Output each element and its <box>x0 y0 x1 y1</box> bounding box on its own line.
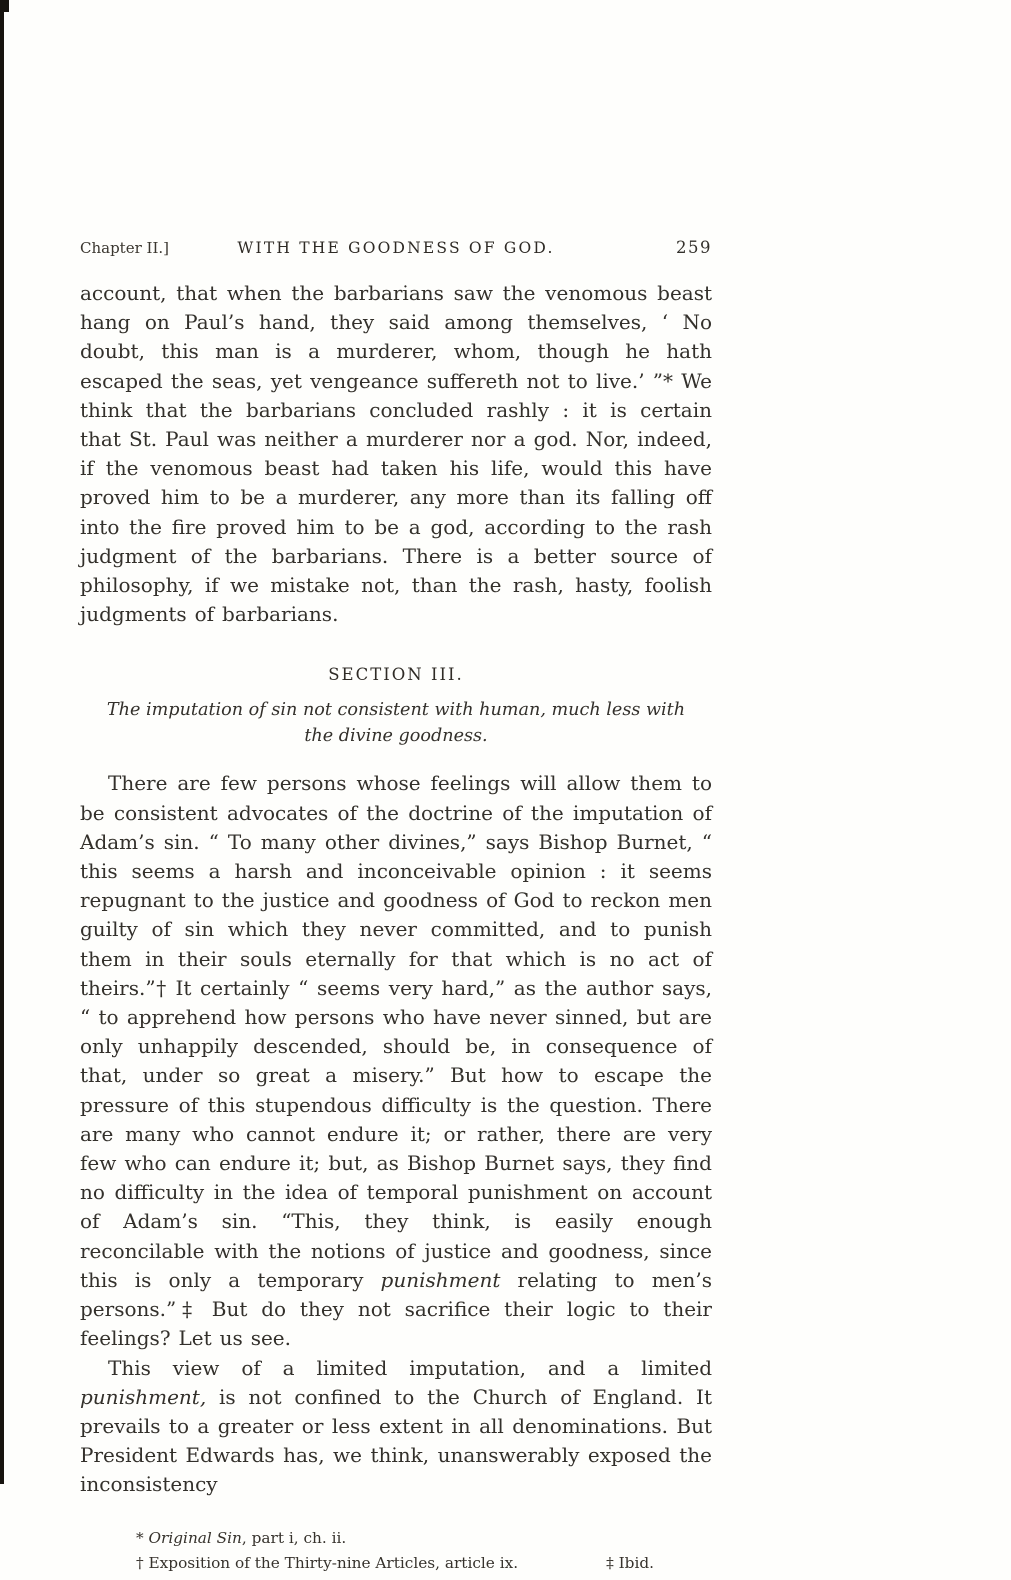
paragraph-2-text: There are few persons whose feelings will allow them to be consistent advocates of the doctrine of the imputation of Adam’s sin. “ To many other divines,” says Bishop Burnet, “ this seems a harsh and inconceivable opinion : it seems repugnant to the justice and goodness of God to reckon men guilty of sin which they never committed, and to punish them in their souls eternally for that which is no act of theirs.”† It certainly “ seems very hard,” as the author says, “ to apprehend how persons who have never sinned, but are only unhappily descended, should be, in consequence of that, under so great a misery.” But how to escape the pressure of this stupendous difficulty is the question. There are many who cannot endure it; or rather, there are very few who can endure it; but, as Bishop Burnet says, they find no difficulty in the idea of temporal punishment on account of Adam’s sin. “This, they think, is easily enough reconcilable with the notions of justice and goodness, since this is only a temporary <box>80 771 712 1292</box>
footnote-3: ‡ Ibid. <box>606 1554 654 1573</box>
running-title: WITH THE GOODNESS OF GOD. <box>237 239 555 257</box>
footnote-1-marker: * <box>136 1528 149 1547</box>
page-number: 259 <box>676 238 712 257</box>
footnote-1 <box>136 1526 712 1552</box>
paragraph-2-text-cont: relating to men’s persons.”‡ But do they not sacrifice their logic to their feelings? Let us see. <box>80 1267 713 1351</box>
section-subtitle: The imputation of sin not consistent with human, much less with the divine goodness. <box>106 700 686 747</box>
scan-edge-artifact <box>0 0 4 1484</box>
paragraph-3-text-cont: is not confined to the Church of England. It prevails to a greater or less extent in all denominations. But President Edwards has, we think, unanswerably exposed the inconsistency <box>80 1384 712 1497</box>
paragraph-3 <box>80 1354 712 1500</box>
footnote-2: † Exposition of the Thirty-nine Articles, article ix. <box>136 1554 519 1573</box>
emphasis-punishment-2: punishment, <box>80 1384 207 1409</box>
paragraph-3-text: This view of a limited imputation, and a limited <box>108 1355 712 1380</box>
page-header <box>80 238 712 257</box>
footnote-row <box>136 1551 712 1577</box>
footnote-1-text: , part i, ch. ii. <box>241 1528 347 1547</box>
paragraph-2 <box>80 769 712 1353</box>
section-heading: SECTION III. <box>328 665 464 685</box>
text-block <box>80 238 712 1577</box>
footnote-1-title: Original Sin <box>148 1528 242 1547</box>
paragraph-1: account, that when the barbarians saw the venomous beast hang on Paul’s hand, they said among themselves, ‘ No doubt, this man is a murderer, whom, though he hath escaped the seas, yet vengeance suffereth not to live.’ ”* We think that the barbarians concluded rashly : it is certain that St. Paul was neither a murderer nor a god. Nor, indeed, if the venomous beast had taken his life, would this have proved him to be a murderer, any more than its falling off into the fire proved him to be a god, according to the rash judgment of the barbarians. There is a better source of philosophy, if we mistake not, than the rash, hasty, foolish judgments of barbarians. <box>80 281 712 627</box>
chapter-label: Chapter II.] <box>80 239 169 257</box>
emphasis-punishment: punishment <box>380 1267 501 1292</box>
footnotes <box>80 1526 712 1577</box>
